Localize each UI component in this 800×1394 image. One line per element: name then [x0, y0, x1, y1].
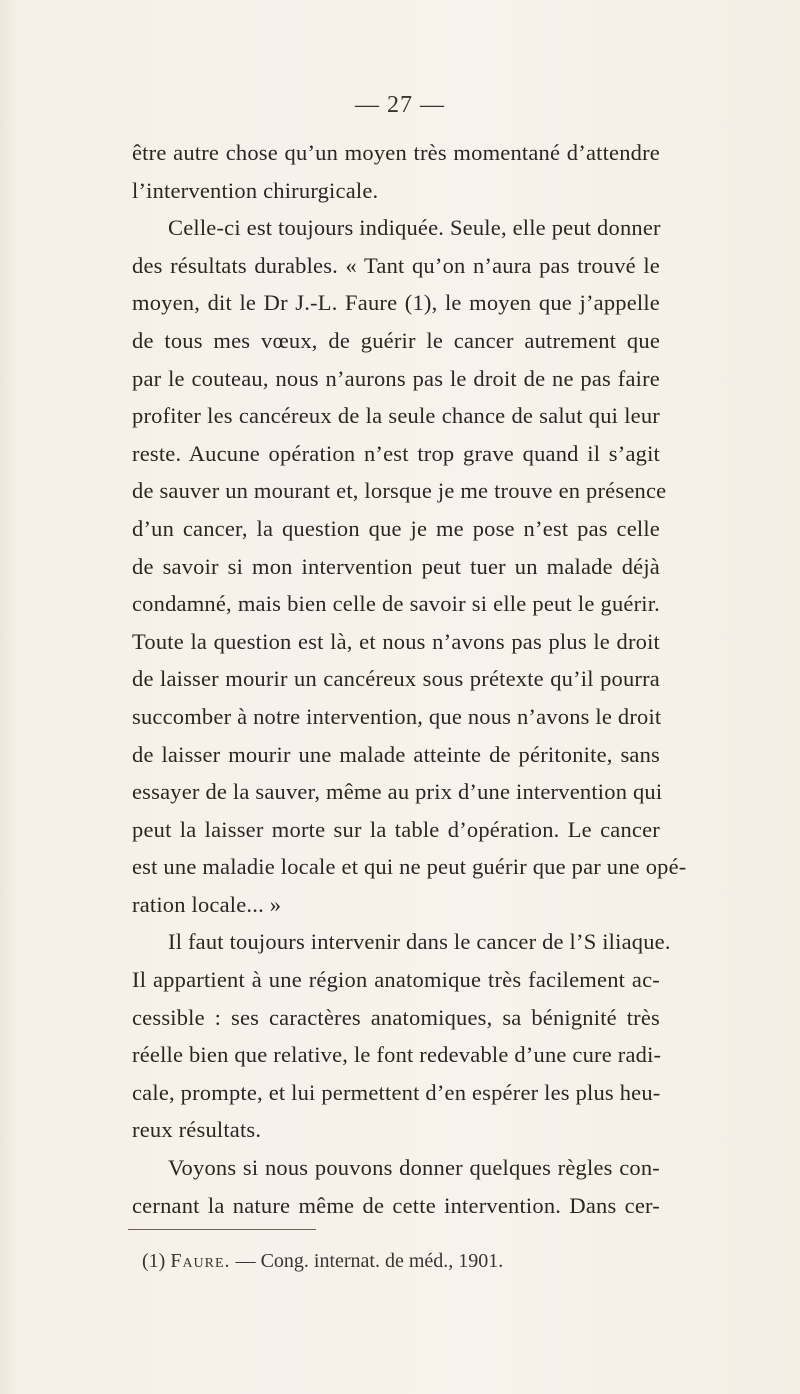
- page-number: — 27 —: [355, 92, 445, 118]
- text-line: par le couteau, nous n’aurons pas le droit de ne pas faire: [132, 365, 660, 391]
- text-line: Voyons si nous pouvons donner quelques règles con-: [168, 1155, 660, 1181]
- text-line: est une maladie locale et qui ne peut guérir que par une opé-: [132, 854, 687, 880]
- text-line: des résultats durables. « Tant qu’on n’aura pas trouvé le: [132, 252, 660, 278]
- footnote-marker: (1): [142, 1250, 166, 1272]
- text-line: cale, prompte, et lui permettent d’en espérer les plus heu-: [132, 1079, 661, 1105]
- text-line: Il appartient à une région anatomique très facilement ac-: [132, 967, 660, 993]
- text-line: cernant la nature même de cette intervention. Dans cer-: [132, 1192, 660, 1218]
- text-line: l’intervention chirurgicale.: [132, 177, 379, 203]
- text-line: reux résultats.: [132, 1117, 262, 1143]
- footnote-reference: — Cong. internat. de méd., 1901.: [235, 1250, 504, 1272]
- text-line: Celle-ci est toujours indiquée. Seule, elle peut donner: [168, 215, 661, 241]
- text-line: Il faut toujours intervenir dans le cancer de l’S iliaque.: [168, 929, 671, 955]
- text-line: de sauver un mourant et, lorsque je me trouve en présence: [132, 478, 667, 504]
- text-line: profiter les cancéreux de la seule chance de salut qui leur: [132, 403, 660, 429]
- text-line: peut la laisser morte sur la table d’opération. Le cancer: [132, 816, 660, 842]
- footnote-author: Faure.: [170, 1250, 231, 1272]
- text-line: de laisser mourir une malade atteinte de péritonite, sans: [132, 741, 660, 767]
- text-line: de savoir si mon intervention peut tuer un malade déjà: [132, 553, 660, 579]
- text-line: être autre chose qu’un moyen très momentané d’attendre: [132, 140, 660, 165]
- text-line: moyen, dit le Dr J.-L. Faure (1), le moyen que j’appelle: [132, 290, 660, 316]
- text-line: essayer de la sauver, même au prix d’une intervention qui: [132, 779, 663, 805]
- text-line: ration locale... »: [132, 891, 282, 917]
- text-line: condamné, mais bien celle de savoir si elle peut le guérir.: [132, 591, 660, 617]
- text-line: réelle bien que relative, le font redevable d’une cure radi-: [132, 1042, 662, 1068]
- text-line: de tous mes vœux, de guérir le cancer autrement que: [132, 327, 660, 353]
- footnote-divider: [128, 1229, 316, 1230]
- text-line: d’un cancer, la question que je me pose n’est pas celle: [132, 515, 660, 541]
- footnote: [142, 1250, 503, 1273]
- body-text: [132, 134, 687, 1224]
- text-line: reste. Aucune opération n’est trop grave quand il s’agit: [132, 440, 660, 466]
- text-line: cessible : ses caractères anatomiques, sa bénignité très: [132, 1004, 660, 1030]
- text-line: Toute la question est là, et nous n’avons pas plus le droit: [132, 628, 660, 654]
- text-line: succomber à notre intervention, que nous n’avons le droit: [132, 703, 662, 729]
- text-line: de laisser mourir un cancéreux sous prétexte qu’il pourra: [132, 666, 660, 692]
